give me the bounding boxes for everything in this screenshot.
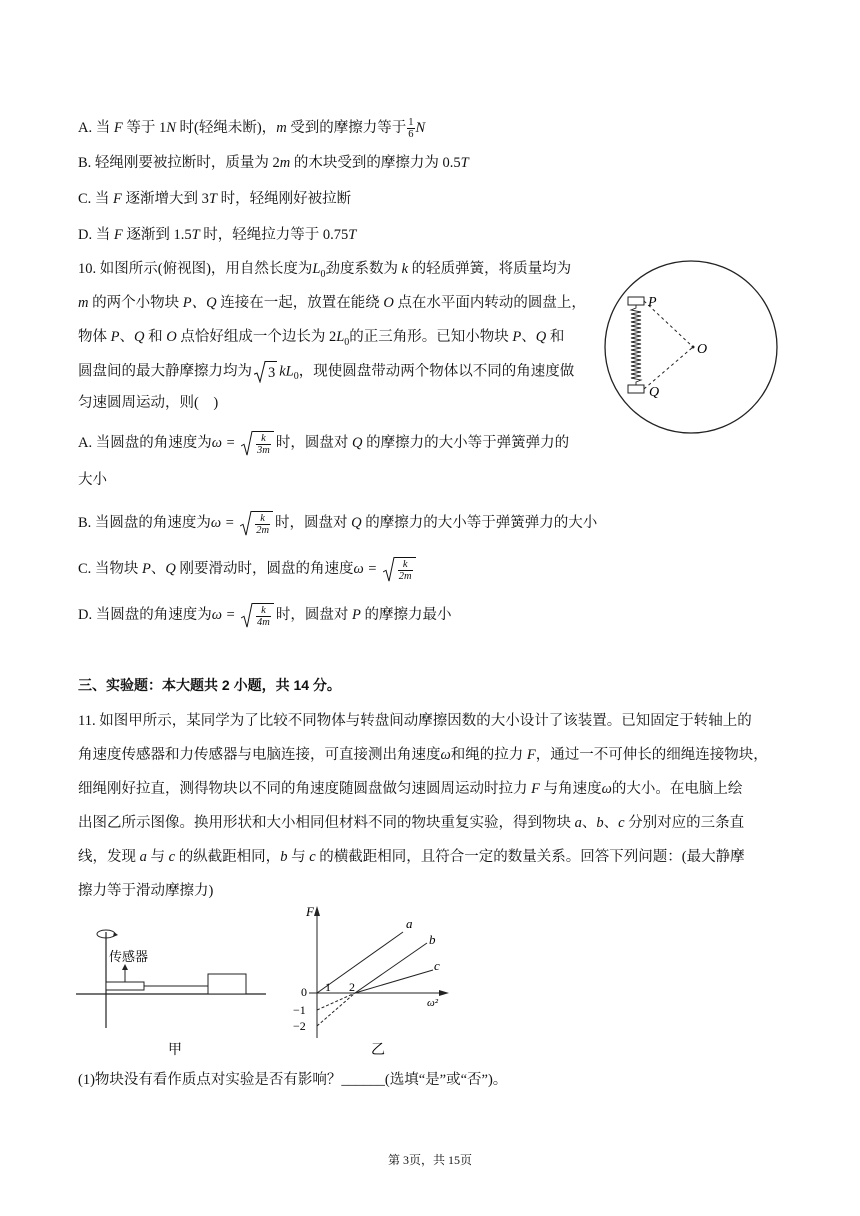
block-q — [628, 385, 644, 393]
fraction-one-sixth: $\frac{1}{6}$ — [408, 117, 414, 140]
tick-1: 1 — [325, 980, 331, 994]
q10-line-5: 匀速圆周运动，则( ) — [78, 395, 219, 411]
tick-minus-2: −2 — [293, 1019, 306, 1033]
q11-subquestion-1: (1)物块没有看作质点对实验是否有影响？______(选填“是”或“否”)。 — [78, 1072, 508, 1088]
option-10c: C. 当物块 P、Q 刚要滑动时，圆盘的角速度ω = $\frac{k}{2m}$ — [78, 557, 418, 582]
section-heading: 三、实验题：本大题共 2 小题，共 14 分。 — [78, 677, 341, 693]
option-9c: C. 当 F 逐渐增大到 3T 时，轻绳刚好被拉断 — [78, 191, 352, 207]
figure-yi-caption: 乙 — [371, 1042, 385, 1058]
arrow-head-icon — [113, 932, 118, 937]
f-axis-arrow-icon — [314, 906, 320, 916]
q10-line-3: 物体 P、Q 和 O 点恰好组成一个边长为 $2L_0$的正三角形。已知小物块 P、Q 和 — [78, 329, 565, 348]
sqrt-k-4m: $\frac{k}{4m}$ — [241, 603, 274, 628]
f-axis-label: F — [306, 904, 314, 919]
block — [208, 974, 246, 994]
q11-line-2: 角速度传感器和力传感器与电脑连接，可直接测出角速度ω和绳的拉力 F，通过一不可伸长的细绳连接物块， — [78, 747, 768, 763]
q10-line-1: 10. 如图所示(俯视图)，用自然长度为$L_0$劲度系数为 k 的轻质弹簧，将质量均为 — [78, 261, 572, 280]
sensor-box — [106, 982, 144, 990]
label-a: a — [406, 916, 413, 931]
dashed-line-qo — [644, 347, 693, 389]
label-b: b — [429, 932, 436, 947]
omega-axis-arrow-icon — [439, 990, 449, 996]
label-o: O — [697, 342, 708, 357]
apparatus-figure — [76, 918, 272, 1060]
q10-line-4: 圆盘间的最大静摩擦力均为 3 $kL_0$，现使圆盘带动两个物体以不同的角速度做 — [78, 361, 574, 387]
q11-line-3: 细绳刚好拉直，测得物块以不同的角速度随圆盘做匀速圆周运动时拉力 F 与角速度ω的大小。在电脑上绘 — [78, 781, 743, 797]
q11-line-1: 11. 如图甲所示，某同学为了比较不同物体与转盘间动摩擦因数的大小设计了该装置。已知固定于转轴上的 — [78, 713, 752, 729]
line-b — [355, 943, 427, 993]
block-p — [628, 297, 644, 305]
tick-2: 2 — [349, 980, 355, 994]
point-o — [692, 346, 695, 349]
q11-line-6: 擦力等于滑动摩擦力) — [78, 883, 214, 899]
disc-figure — [603, 258, 783, 436]
disc-circle — [605, 261, 777, 433]
option-9a: A. 当 F 等于 1N 时(轻绳未断)，m 受到的摩擦力等于 $\frac{1}{6}$ N — [78, 117, 426, 140]
option-9b: B. 轻绳刚要被拉断时，质量为 2m 的木块受到的摩擦力为 0.5T — [78, 155, 469, 171]
line-c-extension — [317, 993, 355, 1010]
figure-jia-caption: 甲 — [168, 1042, 182, 1058]
option-10b: B. 当圆盘的角速度为ω = $\frac{k}{2m}$ 时，圆盘对 Q 的摩擦力的大小等于弹簧弹力的大小 — [78, 513, 598, 536]
omega-axis-label: ω² — [427, 997, 439, 1009]
option-10d: D. 当圆盘的角速度为ω = $\frac{k}{4m}$ 时，圆盘对 P 的摩擦力最小 — [78, 605, 452, 628]
sensor-label: 传感器 — [109, 950, 149, 965]
option-10a: A. 当圆盘的角速度为ω = $\frac{k}{3m}$ 时，圆盘对 Q 的摩擦力的大小等于弹簧弹力的 — [78, 433, 570, 456]
sqrt-k-2m: $\frac{k}{2m}$ — [240, 511, 273, 536]
q11-line-5: 线，发现 a 与 c 的纵截距相同，b 与 c 的横截距相同，且符合一定的数量关系。回答下列问题：(最大静摩 — [78, 849, 745, 865]
option-10a-cont: 大小 — [78, 472, 107, 488]
sqrt-three: 3 — [254, 361, 277, 383]
sqrt-k-3m: $\frac{k}{3m}$ — [241, 431, 274, 456]
sqrt-k-2m-c: $\frac{k}{2m}$ — [383, 557, 416, 582]
line-c — [355, 970, 433, 993]
option-9d: D. 当 F 逐渐到 1.5T 时，轻绳拉力等于 0.75T — [78, 227, 357, 243]
origin-label: 0 — [301, 985, 307, 999]
graph-figure — [283, 898, 453, 1060]
q11-line-4: 出图乙所示图像。换用形状和大小相同但材料不同的物块重复实验，得到物块 a、b、c 分别对应的三条直 — [78, 815, 745, 831]
label-p: P — [648, 295, 657, 310]
label-c: c — [434, 958, 440, 973]
line-b-extension — [317, 993, 355, 1026]
label-q: Q — [649, 385, 660, 400]
q10-line-2: m 的两个小物块 P、Q 连接在一起，放置在能绕 O 点在水平面内转动的圆盘上， — [78, 295, 586, 311]
tick-minus-1: −1 — [293, 1003, 306, 1017]
spring — [631, 305, 641, 385]
page-footer: 第 3页，共 15页 — [387, 1153, 472, 1167]
